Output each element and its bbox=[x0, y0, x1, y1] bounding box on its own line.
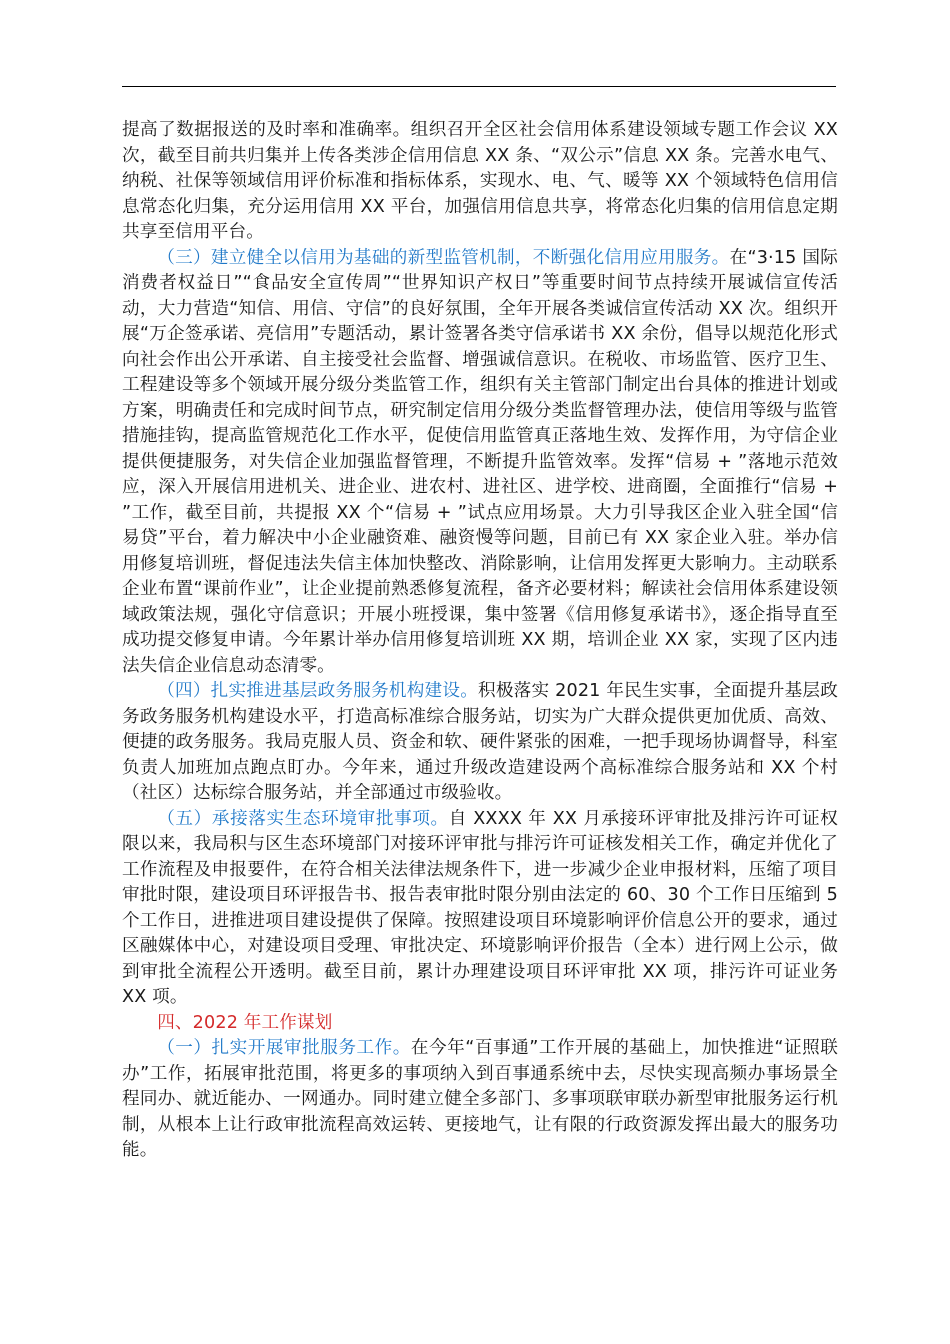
paragraph-section-4 bbox=[122, 679, 838, 807]
section-heading-4: （四）扎实推进基层政务服务机构建设。 bbox=[157, 681, 479, 701]
header-rule bbox=[122, 86, 836, 87]
paragraph-plan-1 bbox=[122, 1036, 838, 1164]
chapter-heading-2022-plan bbox=[122, 1011, 838, 1037]
document-body bbox=[122, 118, 838, 1164]
paragraph-section-3 bbox=[122, 246, 838, 680]
paragraph-text: 在今年“百事通”工作开展的基础上，加快推进“证照联办”工作，拓展审批范围，将更多的事项纳入到百事通系统中去，尽快实现高频办事场景全程同办、就近能办、一网通办。同时建立健全多部门、多事项联审联办新型审批服务运行机制，从根本上让行政审批流程高效运转、更接地气，让有限的行政资源发挥出最大的服务功能。 bbox=[122, 1038, 838, 1160]
section-heading-5: （五）承接落实生态环境审批事项。 bbox=[157, 808, 449, 829]
section-heading-3: （三）建立健全以信用为基础的新型监管机制，不断强化信用应用服务。 bbox=[157, 247, 730, 268]
paragraph-text: 积极落实 2021 年民生实事，全面提升基层政务政务服务机构建设水平，打造高标准综合服务站，切实为广大群众提供更加优质、高效、便捷的政务服务。我局克服人员、资金和软、硬件紧张的困难，一把手现场协调督导，科室负责人加班加点跑点盯办。今年来，通过升级改造建设两个高标准综合服务站和 XX 个村（社区）达标综合服务站，并全部通过市级验收。 bbox=[122, 681, 838, 803]
paragraph-section-5 bbox=[122, 807, 838, 1011]
paragraph-continuation bbox=[122, 118, 838, 246]
paragraph-text: 提高了数据报送的及时率和准确率。组织召开全区社会信用体系建设领域专题工作会议 XX 次，截至目前共归集并上传各类涉企信用信息 XX 条、“双公示”信息 XX 条。完善水电气、纳税、社保等领域信用评价标准和指标体系，实现水、电、气、暖等 XX 个领域特色信用信息常态化归集，充分运用信用 XX 平台，加强信用信息共享，将常态化归集的信用信息定期共享至信用平台。 bbox=[122, 120, 838, 242]
paragraph-text: 自 XXXX 年 XX 月承接环评审批及排污许可证权限以来，我局积与区生态环境部门对接环评审批与排污许可证核发相关工作，确定并优化了工作流程及申报要件，在符合相关法律法规条件下，进一步减少企业申报材料，压缩了项目审批时限，建设项目环评报告书、报告表审批时限分别由法定的 60、30 个工作日压缩到 5 个工作日，进推进项目建设提供了保障。按照建设项目环境影响评价信息公开的要求，通过区融媒体中心，对建设项目受理、审批决定、环境影响评价报告（全本）进行网上公示，做到审批全流程公开透明。截至目前，累计办理建设项目环评审批 XX 项，排污许可证业务 XX 项。 bbox=[122, 808, 838, 1007]
plan-heading-1: （一）扎实开展审批服务工作。 bbox=[157, 1038, 411, 1058]
chapter-heading: 四、2022 年工作谋划 bbox=[157, 1012, 333, 1033]
paragraph-text: 在“3·15 国际消费者权益日”“食品安全宣传周”“世界知识产权日”等重要时间节点持续开展诚信宣传活动，大力营造“知信、用信、守信”的良好氛围，全年开展各类诚信宣传活动 XX 次。组织开展“万企签承诺、亮信用”专题活动，累计签署各类守信承诺书 XX 余份，倡导以规范化形式向社会作出公开承诺、自主接受社会监督、增强诚信意识。在税收、市场监管、医疗卫生、工程建设等多个领域开展分级分类监管工作，组织有关主管部门制定出台具体的推进计划或方案，明确责任和完成时间节点，研究制定信用分级分类监督管理办法，使信用等级与监管措施挂钩，提高监管规范化工作水平，促使信用监管真正落地生效、发挥作用，为守信企业提供便捷服务，对失信企业加强监督管理，不断提升监管效率。发挥“信易 + ”落地示范效应，深入开展信用进机关、进企业、进农村、进社区、进学校、进商圈，全面推行“信易 + ”工作，截至目前，共提报 XX 个“信易 + ”试点应用场景。大力引导我区企业入驻全国“信易贷”平台，着力解决中小企业融资难、融资慢等问题，目前已有 XX 家企业入驻。举办信用修复培训班，督促违法失信主体加快整改、消除影响，让信用发挥更大影响力。主动联系企业布置“课前作业”，让企业提前熟悉修复流程，备齐必要材料；解读社会信用体系建设领域政策法规，强化守信意识；开展小班授课，集中签署《信用修复承诺书》，逐企指导直至成功提交修复申请。今年累计举办信用修复培训班 XX 期，培训企业 XX 家，实现了区内违法失信企业信息动态清零。 bbox=[122, 247, 839, 676]
